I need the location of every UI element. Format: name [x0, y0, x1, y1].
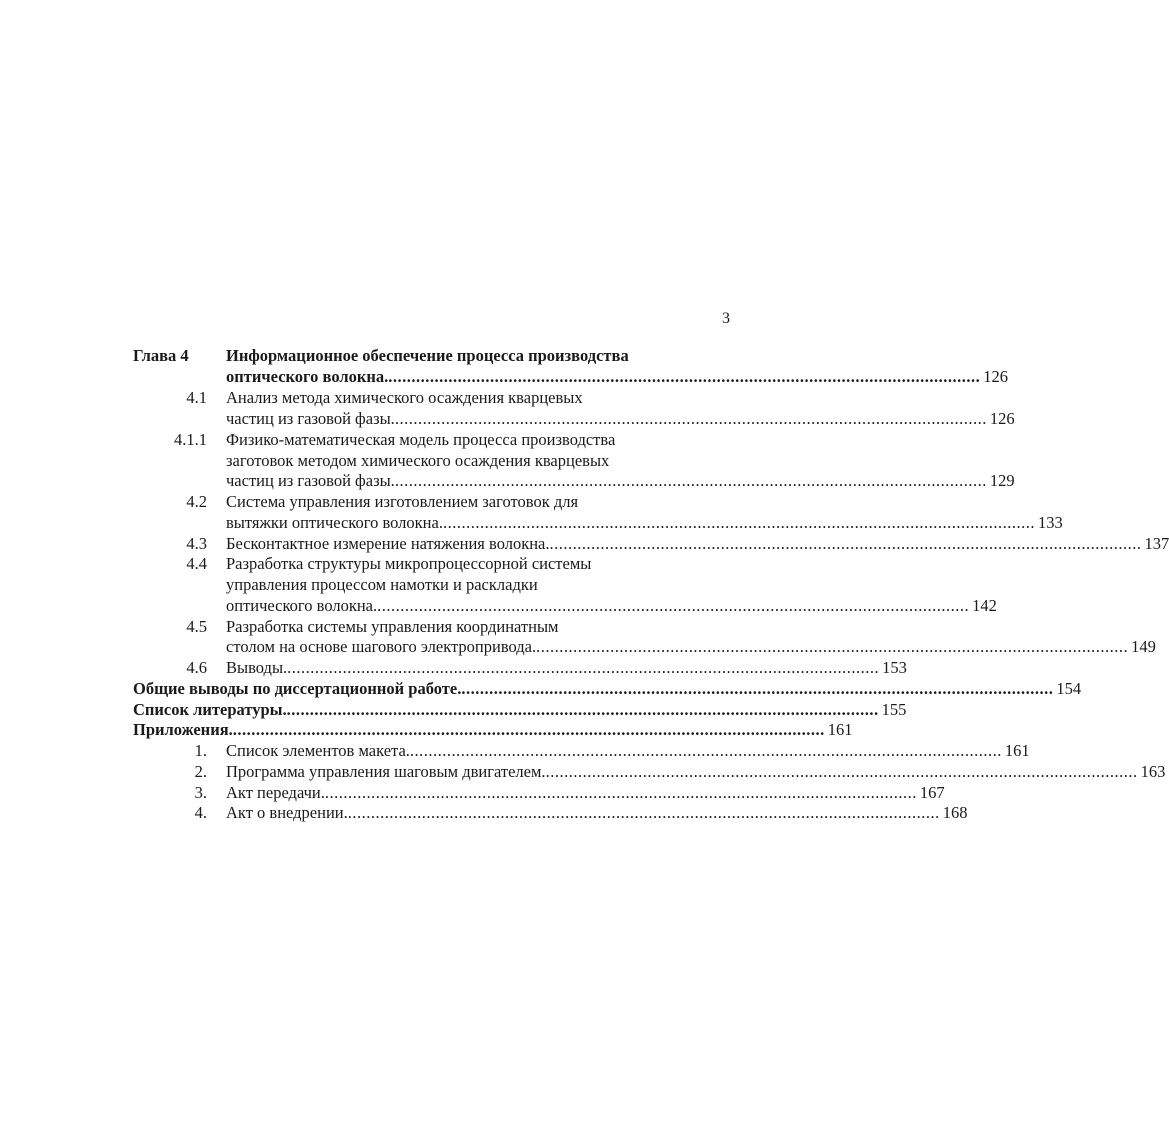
- section-page: 133: [1037, 513, 1063, 532]
- section-title-line: заготовок методом химического осаждения кварцевых: [226, 451, 610, 470]
- appendix-number: 3.: [194, 783, 207, 802]
- section-title-line: Разработка системы управления координатным: [226, 617, 559, 636]
- summary-title: Общие выводы по диссертационной работе.: [133, 679, 462, 698]
- section-title-line: частиц из газовой фазы.: [226, 471, 395, 490]
- section-title-line: Физико-математическая модель процесса производства: [226, 430, 616, 449]
- section-title-line: Разработка структуры микропроцессорной системы: [226, 554, 592, 573]
- section-number: 4.5: [186, 617, 207, 636]
- chapter-title-line: оптического волокна.: [226, 367, 389, 386]
- appendix-number: 1.: [194, 741, 207, 760]
- section-title-line: частиц из газовой фазы.: [226, 409, 395, 428]
- summary-page: 155: [881, 700, 907, 719]
- section-page: 126: [989, 409, 1015, 428]
- appendix-number: 4.: [194, 803, 207, 822]
- section-page: 153: [882, 658, 907, 677]
- chapter-label: Глава 4: [133, 346, 189, 365]
- appendix-page: 167: [919, 783, 945, 802]
- section-title-line: оптического волокна.: [226, 596, 378, 615]
- summary-title: Приложения.: [133, 720, 233, 739]
- section-title-line: управления процессом намотки и раскладки: [226, 575, 538, 594]
- section-title-line: вытяжки оптического волокна.: [226, 513, 443, 532]
- section-page: 129: [989, 471, 1015, 490]
- section-number: 4.3: [186, 534, 207, 553]
- appendix-title: Акт о внедрении.: [226, 803, 348, 822]
- section-title-line: Бесконтактное измерение натяжения волокна.: [226, 534, 550, 553]
- appendix-page: 161: [1004, 741, 1030, 760]
- appendix-number: 2.: [194, 762, 207, 781]
- section-page: 142: [972, 596, 997, 615]
- section-title-line: Система управления изготовлением заготовок для: [226, 492, 579, 511]
- appendix-page: 168: [942, 803, 968, 822]
- summary-page: 154: [1056, 679, 1082, 698]
- summary-title: Список литературы.: [133, 700, 287, 719]
- section-number: 4.1: [186, 388, 207, 407]
- section-number: 4.4: [186, 554, 207, 573]
- section-page: 149: [1131, 637, 1156, 656]
- appendix-title: Программа управления шаговым двигателем.: [226, 762, 546, 781]
- section-number: 4.6: [186, 658, 207, 677]
- chapter-title-line: Информационное обеспечение процесса производства: [226, 346, 629, 365]
- chapter-page: 126: [983, 367, 1008, 386]
- section-title-line: столом на основе шагового электропривода.: [226, 637, 537, 656]
- section-number: 4.2: [186, 492, 207, 511]
- section-title-line: Выводы.: [226, 658, 288, 677]
- appendix-page: 163: [1140, 762, 1166, 781]
- appendix-title: Акт передачи.: [226, 783, 325, 802]
- page-number: 3: [722, 310, 730, 327]
- section-number: 4.1.1: [174, 430, 207, 449]
- section-title-line: Анализ метода химического осаждения кварцевых: [226, 388, 583, 407]
- section-page: 137: [1144, 534, 1169, 553]
- appendix-title: Список элементов макета.: [226, 741, 410, 760]
- summary-page: 161: [827, 720, 853, 739]
